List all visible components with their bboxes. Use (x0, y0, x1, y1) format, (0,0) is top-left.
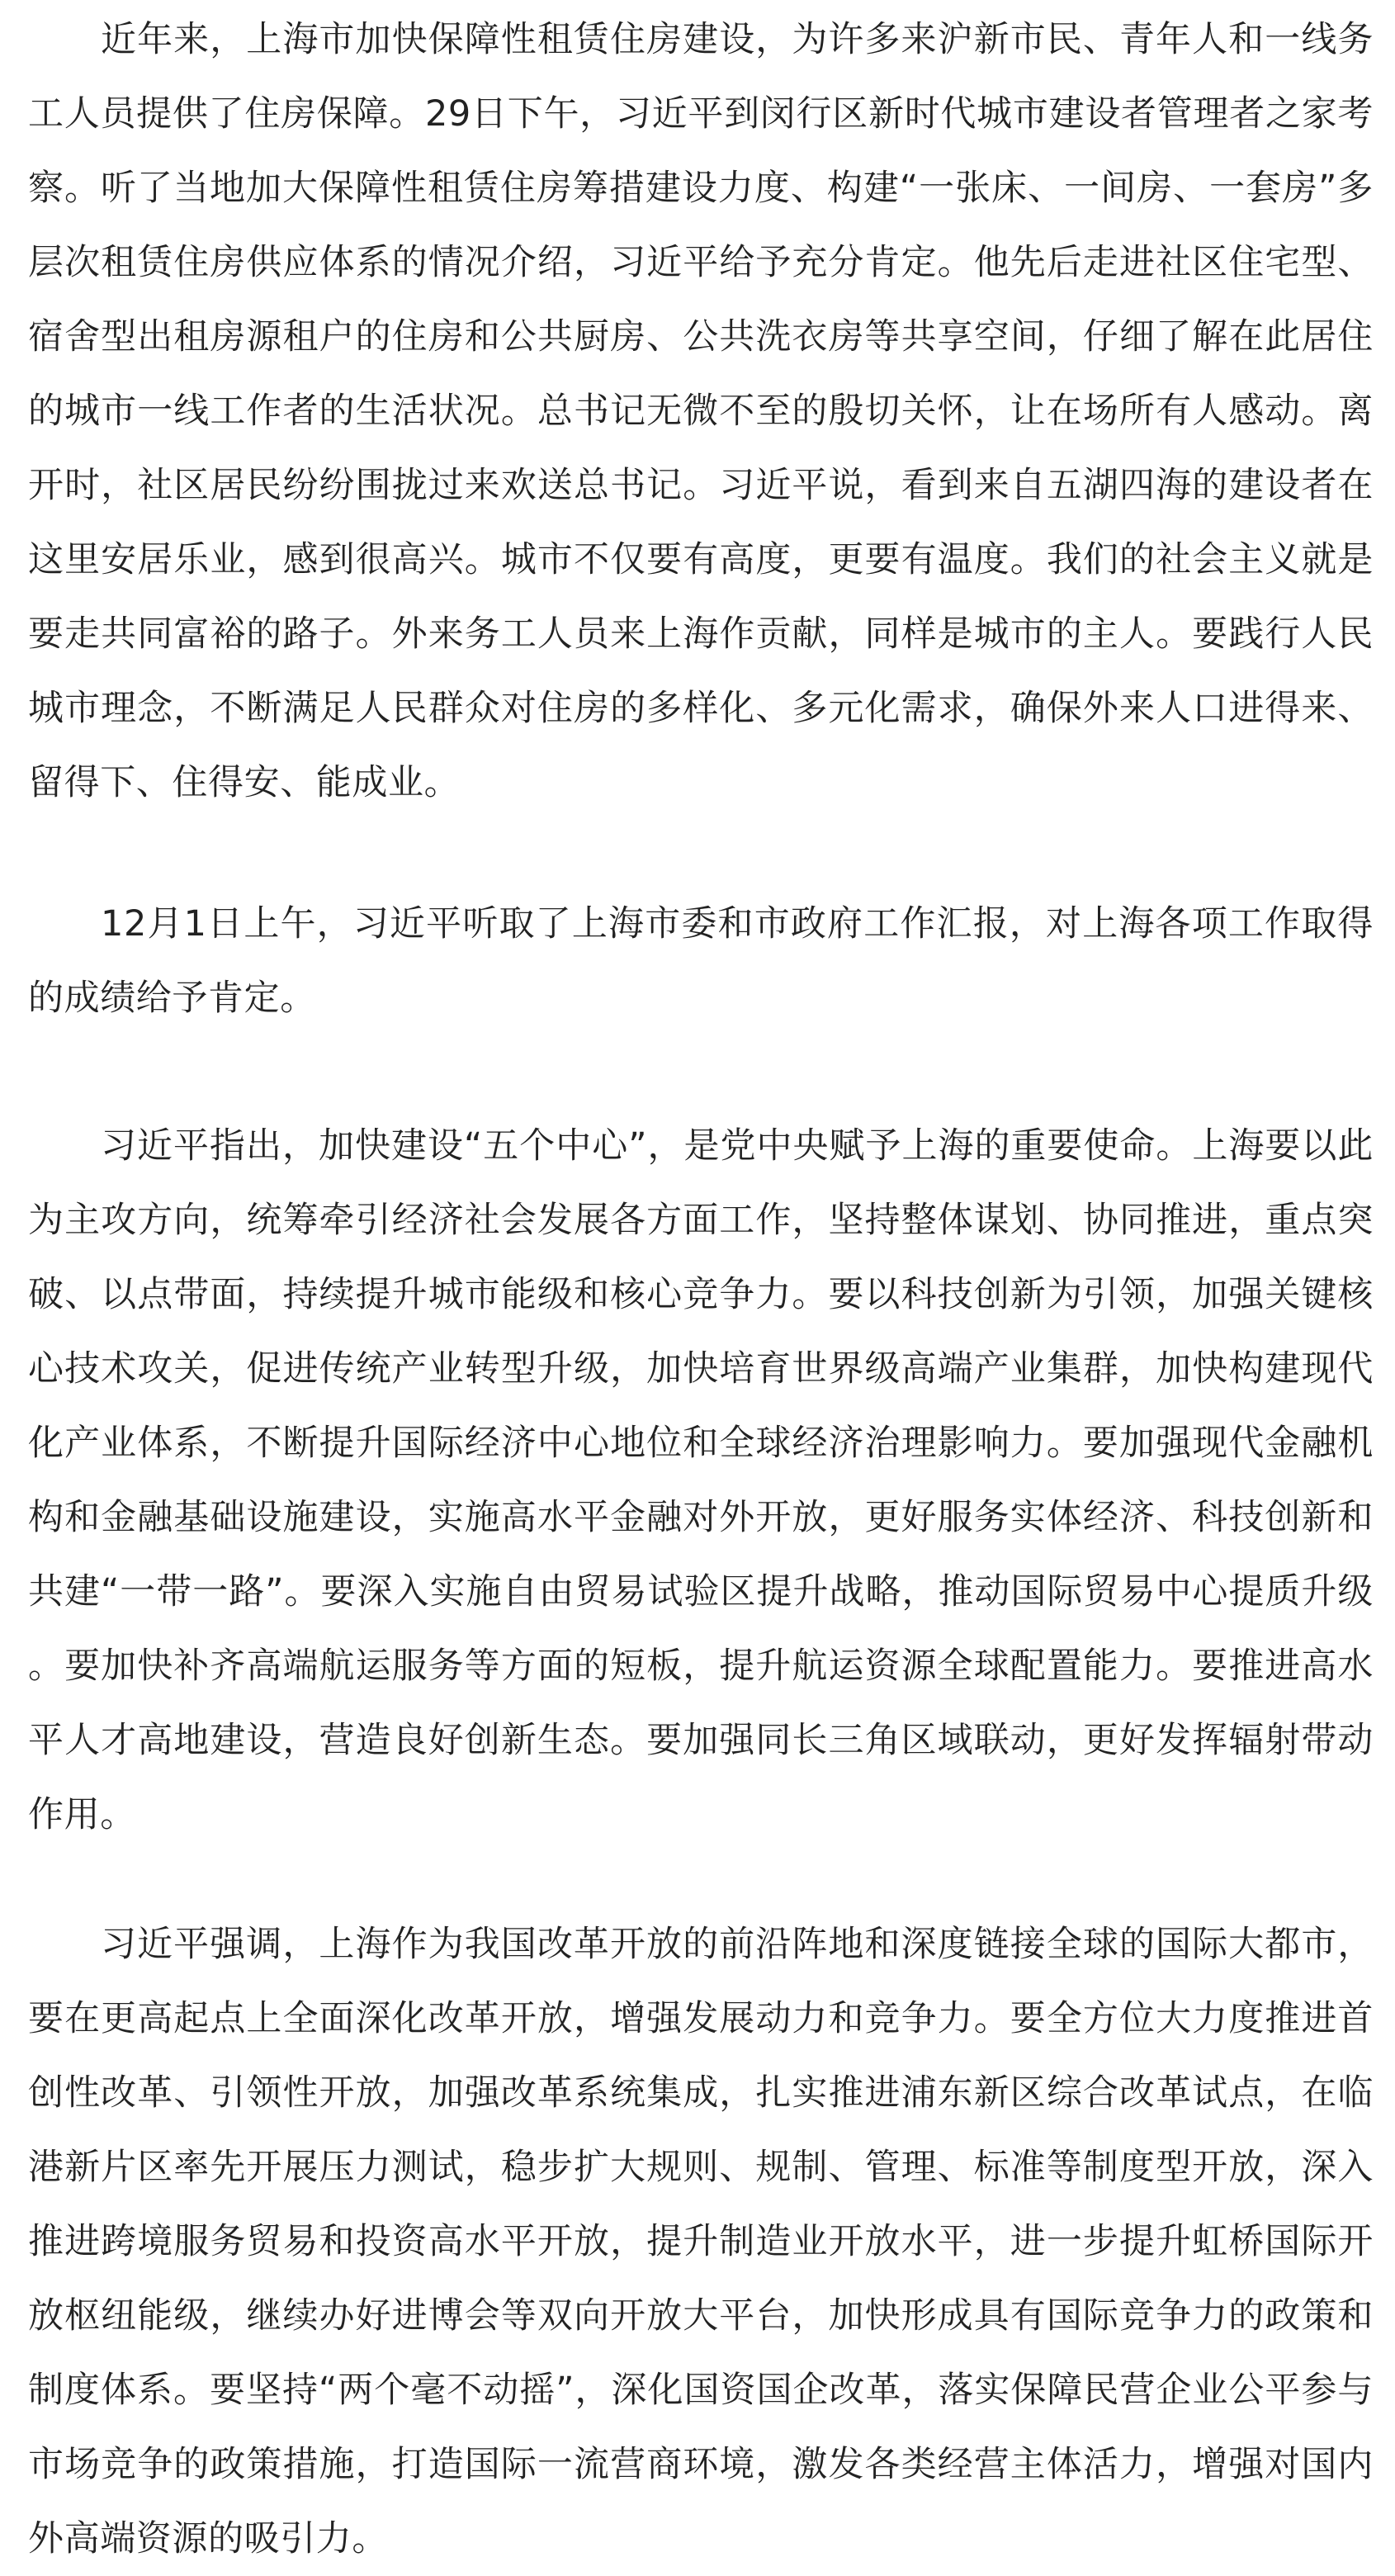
paragraph-work-report: 12月1日上午，习近平听取了上海市委和市政府工作汇报，对上海各项工作取得的成绩给予肯定。 (28, 903, 1374, 1019)
paragraph-housing-visit: 近年来，上海市加快保障性租赁住房建设，为许多来沪新市民、青年人和一线务工人员提供了住房保障。29日下午，习近平到闵行区新时代城市建设者管理者之家考察。听了当地加大保障性租赁住房筹措建设力度、构建“一张床、一间房、一套房”多层次租赁住房供应体系的情况介绍，习近平给予充分肯定。他先后走进社区住宅型、宿舍型出租房源租户的住房和公共厨房、公共洗衣房等共享空间，仔细了解在此居住的城市一线工作者的生活状况。总书记无微不至的殷切关怀，让在场所有人感动。离开时，社区居民纷纷围拢过来欢送总书记。习近平说，看到来自五湖四海的建设者在这里安居乐业，感到很高兴。城市不仅要有高度，更要有温度。我们的社会主义就是要走共同富裕的路子。外来务工人员来上海作贡献，同样是城市的主人。要践行人民城市理念，不断满足人民群众对住房的多样化、多元化需求，确保外来人口进得来、留得下、住得安、能成业。 (28, 19, 1374, 803)
paragraph-reform-opening: 习近平强调，上海作为我国改革开放的前沿阵地和深度链接全球的国际大都市，要在更高起点上全面深化改革开放，增强发展动力和竞争力。要全方位大力度推进首创性改革、引领性开放，加强改革系统集成，扎实推进浦东新区综合改革试点，在临港新片区率先开展压力测试，稳步扩大规则、规制、管理、标准等制度型开放，深入推进跨境服务贸易和投资高水平开放，提升制造业开放水平，进一步提升虹桥国际开放枢纽能级，继续办好进博会等双向开放大平台，加快形成具有国际竞争力的政策和制度体系。要坚持“两个毫不动摇”，深化国资国企改革，落实保障民营企业公平参与市场竞争的政策措施，打造国际一流营商环境，激发各类经营主体活力，增强对国内外高端资源的吸引力。 (28, 1924, 1374, 2559)
paragraph-five-centers: 习近平指出，加快建设“五个中心”，是党中央赋予上海的重要使命。上海要以此为主攻方向，统筹牵引经济社会发展各方面工作，坚持整体谋划、协同推进，重点突破、以点带面，持续提升城市能级和核心竞争力。要以科技创新为引领，加强关键核心技术攻关，促进传统产业转型升级，加快培育世界级高端产业集群，加快构建现代化产业体系，不断提升国际经济中心地位和全球经济治理影响力。要加强现代金融机构和金融基础设施建设，实施高水平金融对外开放，更好服务实体经济、科技创新和共建“一带一路”。要深入实施自由贸易试验区提升战略，推动国际贸易中心提质升级。要加快补齐高端航运服务等方面的短板，提升航运资源全球配置能力。要推进高水平人才高地建设，营造良好创新生态。要加强同长三角区域联动，更好发挥辐射带动作用。 (28, 1125, 1374, 1835)
